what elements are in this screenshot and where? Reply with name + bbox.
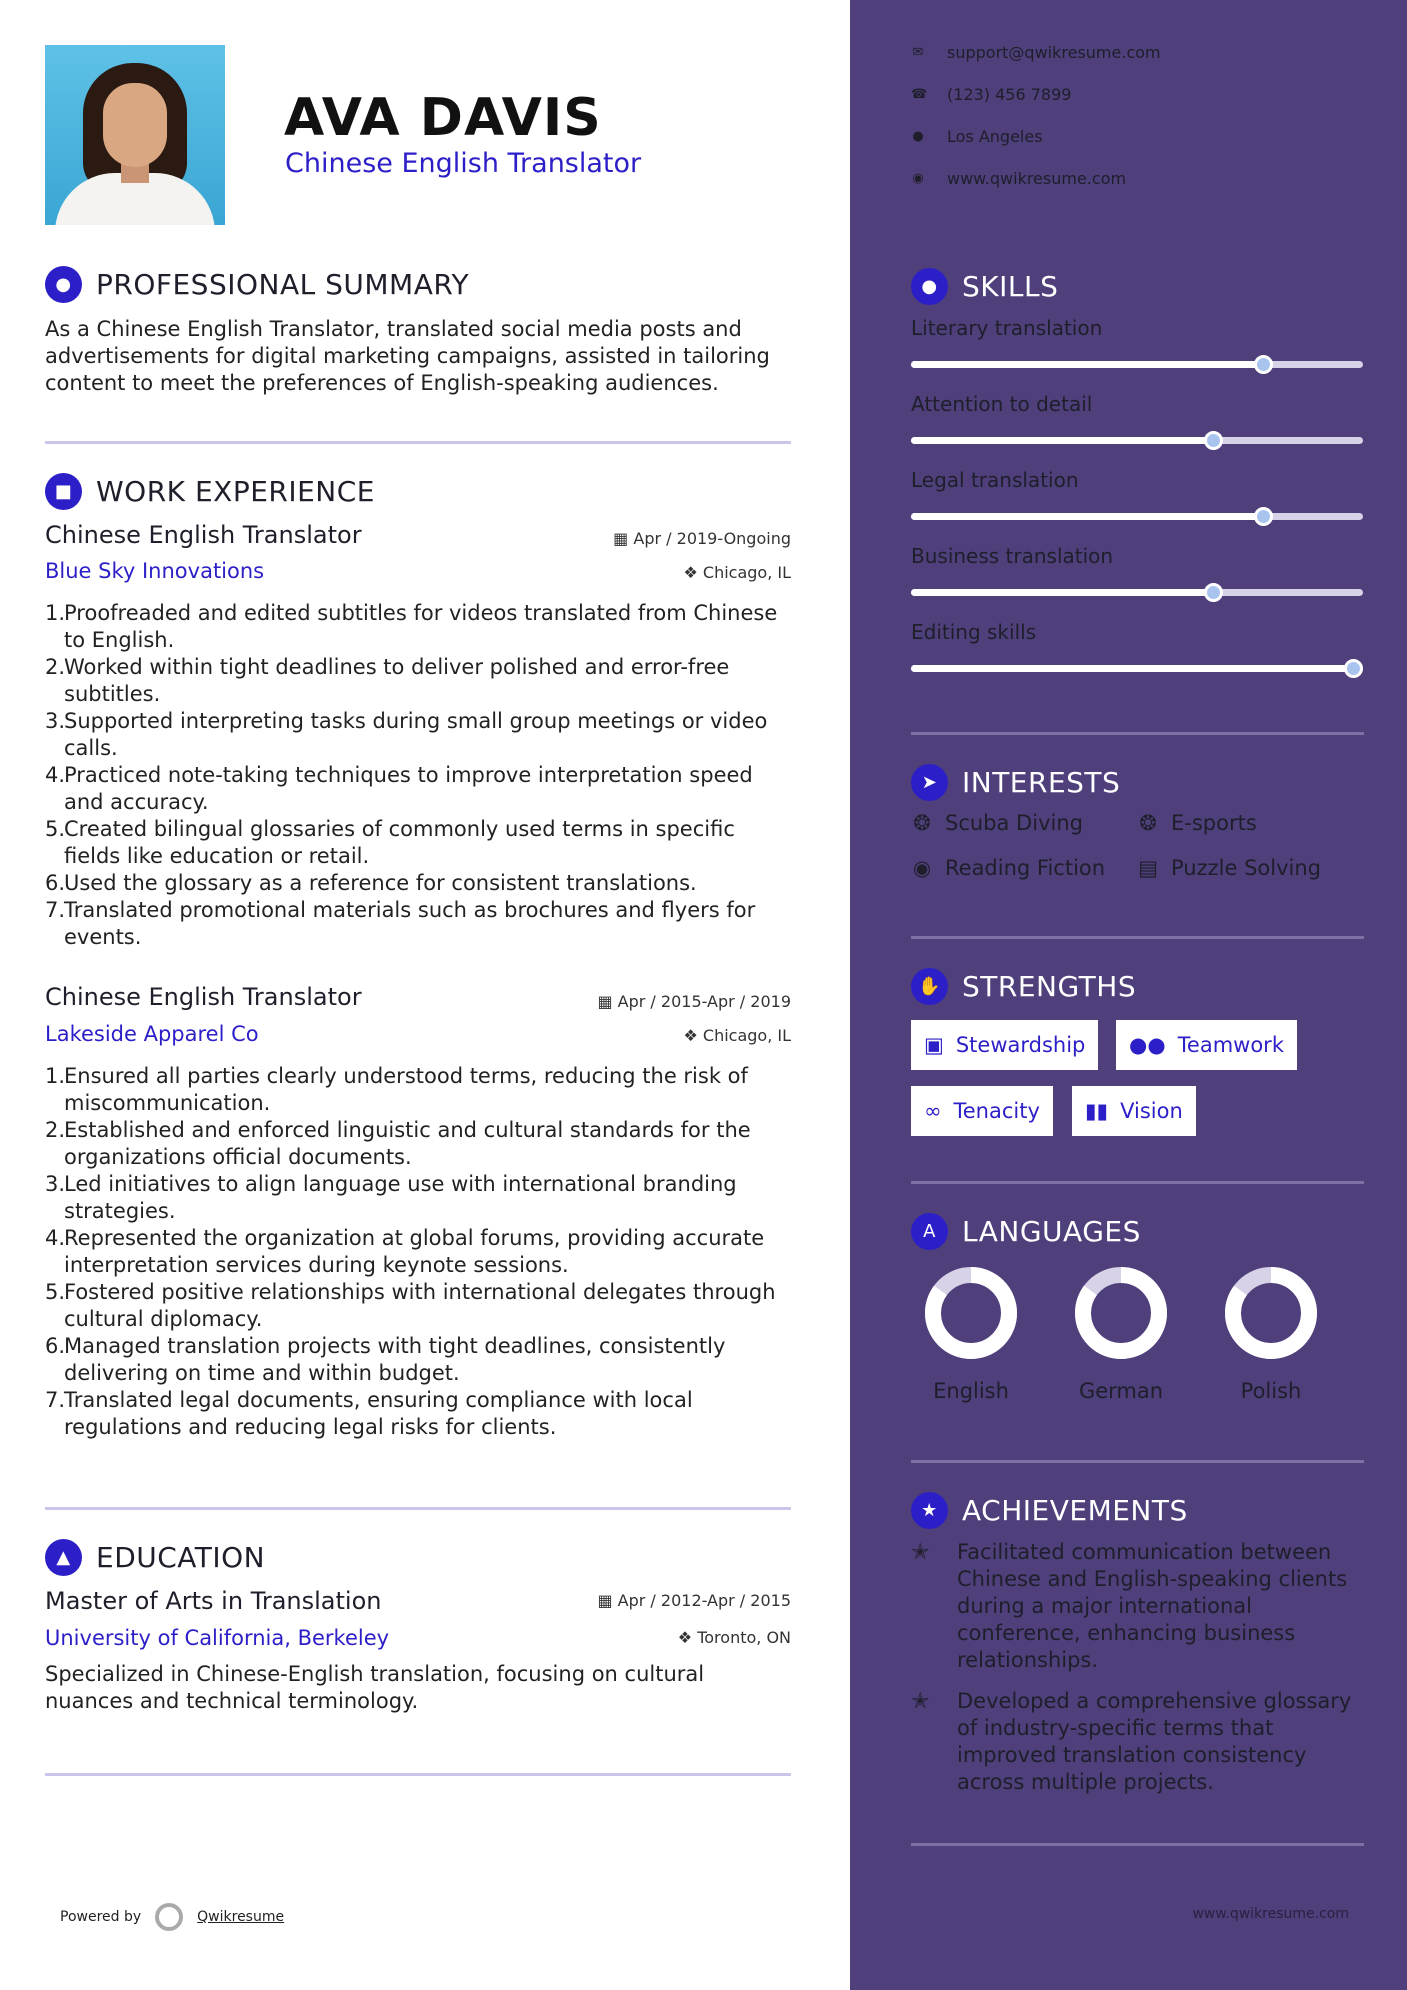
skill-bar-fill — [911, 437, 1214, 444]
bullet-number: 5. — [45, 817, 66, 841]
phone-icon: ☎ — [911, 87, 928, 102]
edu-date — [597, 1591, 791, 1610]
bullet-text: Supported interpreting tasks during small group meetings or video calls. — [64, 709, 768, 760]
education-heading — [45, 1539, 265, 1576]
job-bullets — [45, 600, 785, 951]
binoculars-icon: ▮▮ — [1085, 1099, 1109, 1123]
qwikresume-logo-icon — [155, 1903, 183, 1931]
bullet-text: Fostered positive relationships with international delegates through cultural diplomacy. — [64, 1280, 776, 1331]
bullet-number: 7. — [45, 898, 66, 922]
language-label: English — [933, 1379, 1009, 1403]
strength-tag: ▮▮ Vision — [1072, 1086, 1196, 1136]
graduate-icon: ▲ — [45, 1539, 82, 1576]
bullet-text: Led initiatives to align language use with international branding strategies. — [64, 1172, 737, 1223]
job-date — [613, 529, 791, 548]
gamepad-icon: ◉ — [912, 856, 932, 880]
bullet-number: 3. — [45, 1172, 66, 1196]
skill-bar — [911, 589, 1363, 596]
bullet-number: 7. — [45, 1388, 66, 1412]
job-title: Chinese English Translator — [45, 983, 362, 1011]
bullet-item — [45, 1279, 785, 1333]
skill-bar-knob — [1254, 507, 1273, 526]
experience-title: WORK EXPERIENCE — [96, 475, 375, 508]
contact-website[interactable]: ◉ www.qwikresume.com — [912, 169, 1127, 188]
link-icon: ∞ — [924, 1099, 942, 1123]
star-badge-icon: ★ — [911, 1492, 948, 1529]
user-icon: ● — [45, 266, 82, 303]
skill-bar-knob — [1254, 355, 1273, 374]
bullet-text: Practiced note-taking techniques to improve interpretation speed and accuracy. — [64, 763, 753, 814]
language-label: Polish — [1240, 1379, 1302, 1403]
bullet-number: 5. — [45, 1280, 66, 1304]
footer-site[interactable]: www.qwikresume.com — [1192, 1906, 1349, 1922]
brand-link[interactable]: Qwikresume — [197, 1909, 285, 1925]
bullet-number: 6. — [45, 871, 66, 895]
company-name: Blue Sky Innovations — [45, 559, 265, 583]
paper-plane-icon: ➤ — [911, 764, 948, 801]
languages-heading: A LANGUAGES — [911, 1213, 1141, 1250]
bullet-text: Established and enforced linguistic and cultural standards for the organizations official documents. — [64, 1118, 751, 1169]
calendar-icon: ▦ — [597, 992, 613, 1011]
chair-icon: ■ — [45, 473, 82, 510]
bullet-item — [45, 654, 785, 708]
achievement-item: ✭ Facilitated communication between Chinese and English-speaking clients during a major international conference, enhancing business relationships. — [911, 1540, 1348, 1672]
skill-label: Editing skills — [911, 620, 1037, 644]
bullet-text: Used the glossary as a reference for consistent translations. — [64, 871, 697, 895]
strength-tag: ▣ Stewardship — [911, 1020, 1098, 1070]
lightbulb-icon: ● — [911, 268, 948, 305]
bullet-item — [45, 1171, 785, 1225]
divider — [45, 1507, 791, 1510]
achievement-item: ✭ Developed a comprehensive glossary of industry-specific terms that improved translation consistency across multiple projects. — [911, 1689, 1352, 1794]
divider — [911, 1460, 1364, 1463]
bullet-number: 2. — [45, 655, 66, 679]
interest-item: ❂ E-sports — [1137, 811, 1257, 835]
strength-tag: ∞ Tenacity — [911, 1086, 1053, 1136]
bullet-item — [45, 1063, 785, 1117]
school-name: University of California, Berkeley — [45, 1626, 390, 1650]
job-title: Chinese English Translator — [45, 521, 362, 549]
candidate-name: AVA DAVIS — [284, 88, 602, 148]
education-text: Specialized in Chinese-English translation, focusing on cultural nuances and technical terminology. — [45, 1662, 705, 1713]
skill-label: Legal translation — [911, 468, 1079, 492]
skill-label: Literary translation — [911, 316, 1103, 340]
divider — [911, 732, 1364, 735]
language-donut — [1223, 1265, 1319, 1361]
bullet-text: Translated promotional materials such as brochures and flyers for events. — [64, 898, 756, 949]
bullet-text: Created bilingual glossaries of commonly used terms in specific fields like education or retail. — [64, 817, 735, 868]
skill-bar-knob — [1204, 583, 1223, 602]
interest-item: ◉ Reading Fiction — [912, 856, 1106, 880]
experience-heading — [45, 473, 375, 510]
bullet-text: Ensured all parties clearly understood terms, reducing the risk of miscommunication. — [64, 1064, 748, 1115]
skill-bar — [911, 437, 1363, 444]
users-icon: ●● — [1129, 1033, 1166, 1057]
bullet-item — [45, 762, 785, 816]
interests-heading: ➤ INTERESTS — [911, 764, 1120, 801]
job-bullets — [45, 1063, 785, 1441]
job-date — [597, 992, 791, 1011]
bullet-item — [45, 870, 785, 897]
location-text: Chicago, IL — [702, 1026, 791, 1045]
bullet-number: 4. — [45, 763, 66, 787]
degree-title: Master of Arts in Translation — [45, 1587, 382, 1615]
strength-tag: ●● Teamwork — [1116, 1020, 1297, 1070]
bullet-text: Translated legal documents, ensuring compliance with local regulations and reducing legal risks for clients. — [64, 1388, 693, 1439]
edu-location — [678, 1628, 791, 1647]
skill-bar — [911, 513, 1363, 520]
bullet-text: Worked within tight deadlines to deliver polished and error-free subtitles. — [64, 655, 730, 706]
strengths-heading: ✋ STRENGTHS — [911, 968, 1136, 1005]
language-donut — [1073, 1265, 1169, 1361]
summary-text: As a Chinese English Translator, translated social media posts and advertisements for digital marketing campaigns, assisted in tailoring content to meet the preferences of English-speaking audiences. — [45, 317, 770, 395]
location-text: Toronto, ON — [697, 1628, 791, 1647]
skills-heading: ● SKILLS — [911, 268, 1058, 305]
company-name: Lakeside Apparel Co — [45, 1022, 259, 1046]
bullet-text: Managed translation projects with tight deadlines, consistently delivering on time and within budget. — [64, 1334, 726, 1385]
date-text: Apr / 2012-Apr / 2015 — [617, 1591, 791, 1610]
skill-bar-knob — [1204, 431, 1223, 450]
divider — [45, 441, 791, 444]
achievements-heading: ★ ACHIEVEMENTS — [911, 1492, 1188, 1529]
date-text: Apr / 2015-Apr / 2019 — [617, 992, 791, 1011]
job-location — [683, 1026, 791, 1045]
divider — [45, 1773, 791, 1776]
bullet-number: 1. — [45, 1064, 66, 1088]
bullet-text: Proofreaded and edited subtitles for videos translated from Chinese to English. — [64, 601, 778, 652]
skill-bar-fill — [911, 361, 1264, 368]
calendar-icon: ▦ — [613, 529, 629, 548]
contact-phone[interactable]: ☎ (123) 456 7899 — [911, 85, 1072, 104]
education-title: EDUCATION — [96, 1541, 266, 1574]
skill-bar-fill — [911, 589, 1214, 596]
bullet-number: 2. — [45, 1118, 66, 1142]
interest-item: ▤ Puzzle Solving — [1138, 856, 1321, 880]
divider — [911, 1181, 1364, 1184]
divider — [911, 1843, 1364, 1846]
skill-bar — [911, 665, 1363, 672]
powered-label: Powered by — [60, 1909, 142, 1925]
skill-bar — [911, 361, 1363, 368]
language-label: German — [1078, 1379, 1164, 1403]
pin-icon: ❖ — [677, 1628, 693, 1647]
powered-by — [60, 1903, 284, 1931]
bullet-text: Represented the organization at global forums, providing accurate interpretation services during keynote sessions. — [64, 1226, 765, 1277]
briefcase-icon: ▣ — [924, 1033, 944, 1057]
summary-title: PROFESSIONAL SUMMARY — [96, 268, 470, 301]
bullet-number: 4. — [45, 1226, 66, 1250]
bullet-number: 3. — [45, 709, 66, 733]
book-icon: ▤ — [1138, 856, 1158, 880]
date-text: Apr / 2019-Ongoing — [633, 529, 791, 548]
bullet-item — [45, 708, 785, 762]
envelope-icon: ✉ — [912, 45, 924, 60]
divider — [911, 936, 1364, 939]
star-icon: ✭ — [911, 1540, 930, 1565]
bullet-number: 6. — [45, 1334, 66, 1358]
skill-label: Business translation — [911, 544, 1114, 568]
pin-icon: ❖ — [683, 563, 698, 582]
skill-label: Attention to detail — [911, 392, 1093, 416]
bullet-item — [45, 816, 785, 870]
bullet-item — [45, 1117, 785, 1171]
pin-icon: ❖ — [683, 1026, 698, 1045]
bullet-item — [45, 897, 785, 951]
bullet-item — [45, 600, 785, 654]
interest-item: ❂ Scuba Diving — [911, 811, 1083, 835]
contact-location: ● Los Angeles — [912, 127, 1043, 146]
location-text: Chicago, IL — [702, 563, 791, 582]
life-ring-icon: ❂ — [913, 811, 931, 835]
fist-icon: ✋ — [911, 968, 948, 1005]
translate-icon: A — [911, 1213, 948, 1250]
summary-heading — [45, 266, 469, 303]
map-marker-icon: ● — [912, 129, 924, 144]
language-donut — [923, 1265, 1019, 1361]
candidate-role: Chinese English Translator — [285, 148, 642, 179]
profile-photo — [45, 45, 225, 225]
calendar-icon: ▦ — [597, 1591, 613, 1610]
life-ring-icon: ❂ — [1139, 811, 1157, 835]
skill-bar-knob — [1344, 659, 1363, 678]
globe-icon: ◉ — [912, 171, 924, 186]
star-icon: ✭ — [911, 1689, 930, 1714]
bullet-item — [45, 1333, 785, 1387]
skill-bar-fill — [911, 665, 1363, 672]
job-location — [683, 563, 791, 582]
bullet-item — [45, 1225, 785, 1279]
bullet-number: 1. — [45, 601, 66, 625]
skill-bar-fill — [911, 513, 1264, 520]
bullet-item — [45, 1387, 785, 1441]
contact-email[interactable]: ✉ support@qwikresume.com — [912, 43, 1161, 62]
